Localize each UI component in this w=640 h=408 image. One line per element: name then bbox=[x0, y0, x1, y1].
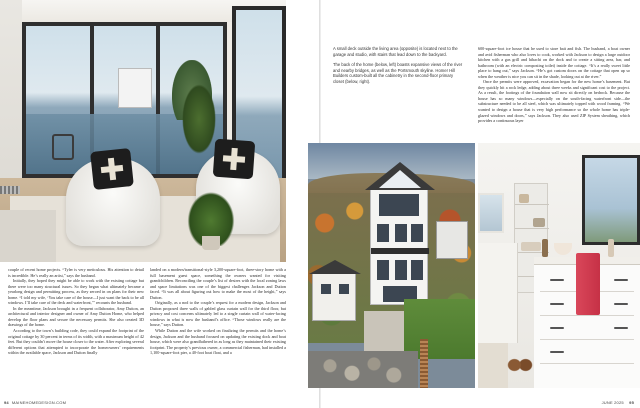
body-column-2 bbox=[150, 267, 286, 356]
issue-date-footer: JUNE 2025 bbox=[601, 400, 624, 405]
closet-cabinetry-photo bbox=[478, 143, 640, 388]
left-page-folio bbox=[4, 400, 66, 405]
paragraph: Initially, they hoped they might be able to work with the existing cottage but there were too many structural issues. So they began what ultimately became a yearlong design and permitting process, as they zeroed in on plans for their new home. “I told my wife, ‘You take care of the house—I just want the back to be all windows. I’ll take care of the deck and waterfront,’” recounts the husband. bbox=[8, 278, 144, 306]
body-column-3 bbox=[478, 46, 630, 124]
page-number: 94 bbox=[4, 400, 9, 405]
paragraph: landed on a modern/transitional-style 3,200-square-foot, three-story home with a full basement guest space, something the owners wanted for visiting grandchildren. Reconciling the couple’s list of desires with the local zoning laws and space limitations was one of the biggest challenges Jackson and Dutton faced. “It was all about figuring out how to make the most of the height,” says Dutton. bbox=[150, 267, 286, 300]
page-number: 95 bbox=[629, 400, 634, 405]
paragraph: couple of recent home projects. “Tyler is very meticulous. His attention to detail is incredible. He’s really an artist,” says the husband. bbox=[8, 267, 144, 278]
body-column-1 bbox=[8, 267, 144, 356]
paragraph: According to the town’s building code, they could expand the footprint of the original cottage by 30 percent in terms of its width, with a maximum height of 42 feet. But they couldn’t move the house closer to the water. After exploring several different options that attempted to incorporate the homeowners’ requirements within the available space, Jackson and Dutton finally bbox=[8, 328, 144, 356]
caption-deck: A small deck outside the living area (opposite) is located next to the garage and studio, with stairs that lead down to the backyard. bbox=[333, 46, 458, 57]
paragraph: In the meantime, Jackson brought in a frequent collaborator, Amy Dutton, an architectural and interior designer and owner of Amy Dutton Home, who helped develop the floor plans and secure the necessary permits. She also created 3D drawings of the home. bbox=[8, 305, 144, 328]
cross-pillow-left bbox=[90, 148, 134, 190]
website-footer: MAINEHOMEDESIGN.COM bbox=[11, 400, 67, 405]
living-room-photo bbox=[0, 0, 286, 262]
photo-captions bbox=[333, 46, 465, 90]
boots bbox=[506, 353, 534, 383]
right-page-folio bbox=[602, 400, 634, 405]
tall-plant bbox=[182, 84, 216, 154]
aerial-house-photo bbox=[308, 143, 475, 388]
paragraph: 600-square-foot ice house that he used to store bait and fish. The husband, a boat owner and avid fisherman who also loves to cook, worked with Jackson to design a large outdoor kitchen with a gas grill and hibachi on the dock and to create a sitting area, bar, and bathroom (with an electric composting toilet) inside the cottage. “It’s a really sweet little place to hang out,” says Jackson. “He’s got custom doors on the cottage that open up so when the weather is nice you can sit in the shade, looking out at the river.” bbox=[478, 46, 630, 79]
paragraph: Once the permits were approved, excavation began for the new home’s basement. But they quickly hit a rock ledge, adding about three weeks and significant cost to the project. As a result, the footings of the foundation wall now sit directly on bedrock. Because the house has so many windows—especially on the south-facing waterfront side—the substructure needed to be all steel, which was ultimately topped with wood framing. “We wanted to design a house that is very high performance so the whole home has triple-glazed windows and doors,” says Jackson. They also used ZIP System sheathing, which provides a continuous layer bbox=[478, 79, 630, 124]
caption-back-of-home: The back of the home (below, left) boasts expansive views of the river and nearby bridges, as well as the Portsmouth skyline. Homer Hill Builders custom-built all the cabinetry in the second-floor primary closet (below, right). bbox=[333, 62, 463, 84]
house-exterior bbox=[370, 187, 428, 305]
red-towel bbox=[576, 253, 600, 315]
paragraph: While Dutton and the wife worked on finalizing the permits and the home’s design, Jackson and the husband focused on updating the existing dock and boat house, which were also grandfathered in as long as they maintained their existing footprint. The property’s previous owner, a commercial fisherman, had installed a 1,100-square-foot pier, a 40-foot boat float, and a bbox=[150, 328, 286, 356]
paragraph: Originally, as a nod to the couple’s request for a modern design, Jackson and Dutton proposed three walls of gabled glass curtain wall for the third floor, but privacy and cost concerns ultimately led to a single curtain wall of water-facing windows in what is now the husband’s office. “Those windows really are the house,” says Dutton. bbox=[150, 300, 286, 328]
cross-pillow-right bbox=[213, 139, 256, 180]
